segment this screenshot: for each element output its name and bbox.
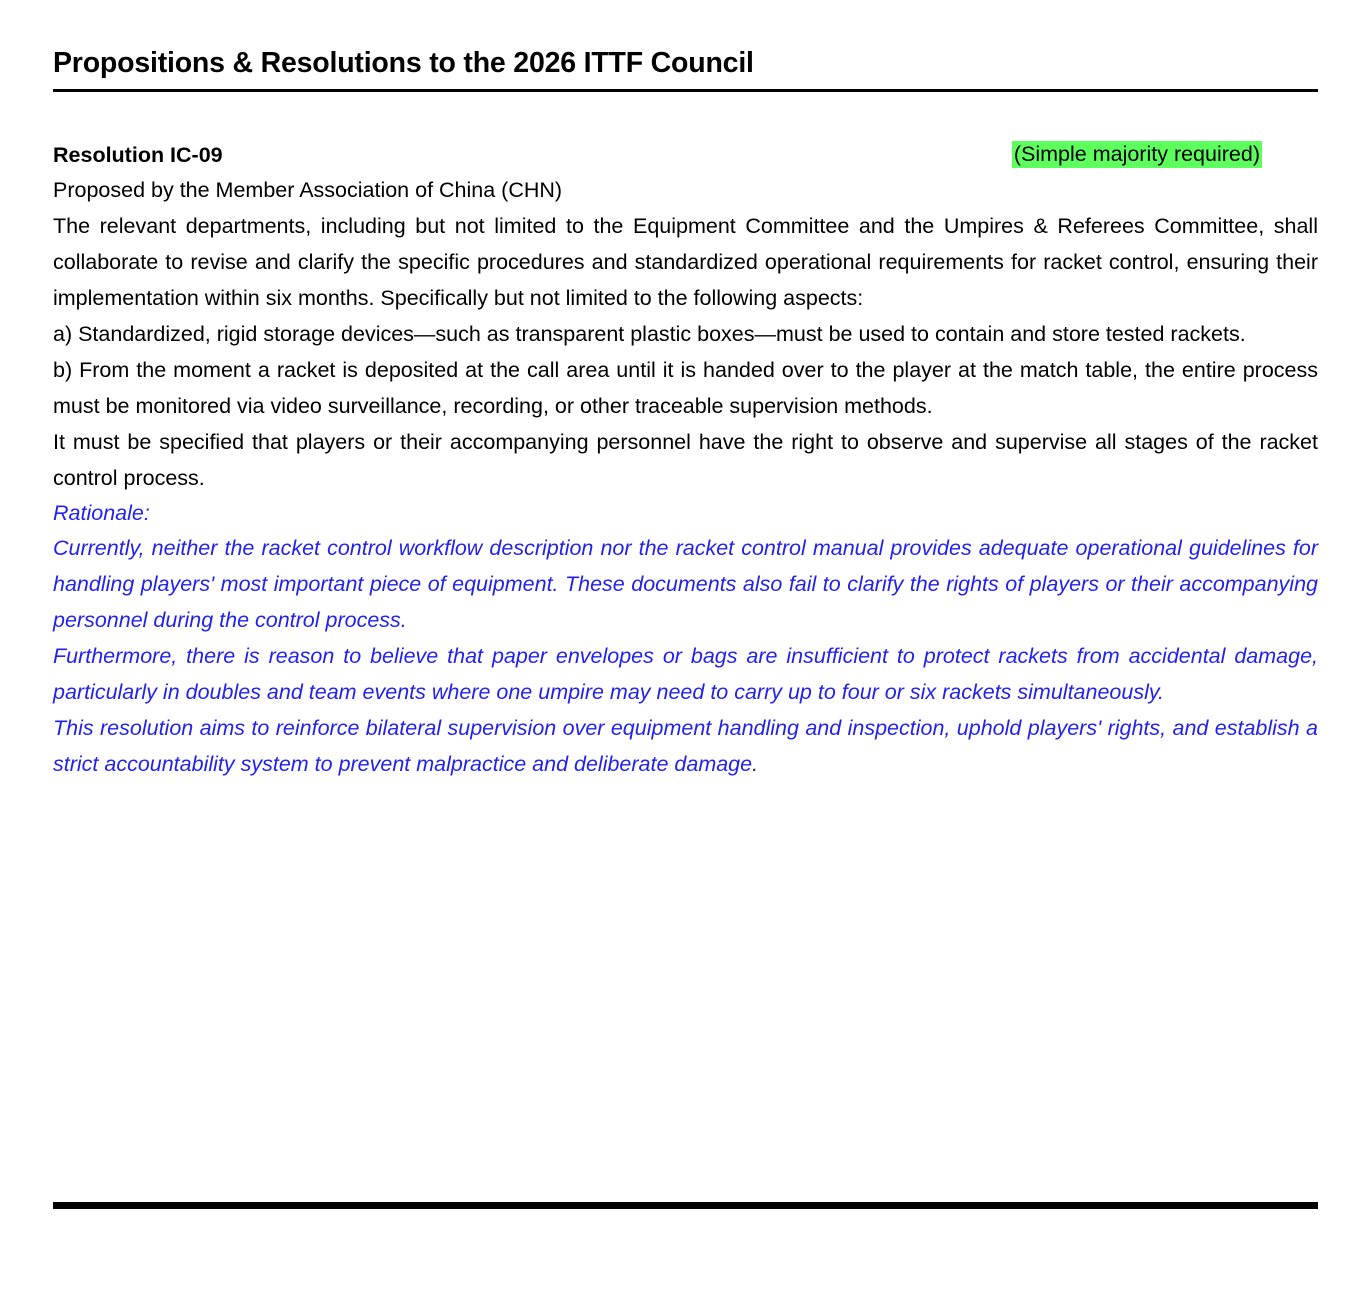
proposed-by-text: Proposed by the Member Association of China (CHN) (53, 178, 563, 203)
players-rights-paragraph: It must be specified that players or their accompanying personnel have the right to observe and supervise all stages of the racket control process. (53, 430, 1318, 491)
document-content (53, 0, 1318, 782)
clause-b-paragraph: b) From the moment a racket is deposited at the call area until it is handed over to the player at the match table, the entire process must be monitored via video surveillance, recording, or other traceable supervision methods. (53, 358, 1318, 419)
majority-note-container (1012, 140, 1262, 172)
rationale-paragraph-3 (53, 710, 1318, 782)
rationale-paragraph-1: Currently, neither the racket control workflow description nor the racket control manual provides adequate operational guidelines for handling players' most important piece of equipment. These documents also fail to clarify the rights of players or their accompanying personnel during the control process. (53, 536, 1318, 633)
page-title: Propositions & Resolutions to the 2026 ITTF Council (53, 47, 754, 79)
footer-divider (53, 1202, 1318, 1209)
lead-paragraph: The relevant departments, including but not limited to the Equipment Committee and the Umpires & Referees Committee, shall collaborate to revise and clarify the specific procedures and standardized operational requirements for racket control, ensuring their implementation within six months. Specifically but not limited to the following aspects: (53, 214, 1318, 311)
resolution-header-row (53, 140, 1318, 172)
rationale-paragraph-2: Furthermore, there is reason to believe that paper envelopes or bags are insufficient to protect rackets from accidental damage, particularly in doubles and team events where one umpire may need to carry up to four or six rackets simultaneously. (53, 644, 1318, 705)
clause-a-paragraph: a) Standardized, rigid storage devices—such as transparent plastic boxes—must be used to contain and store tested rackets. (53, 322, 1246, 347)
rationale-final-period: . (752, 752, 759, 777)
majority-requirement-badge: (Simple majority required) (1013, 142, 1260, 167)
resolution-label: Resolution IC-09 (53, 143, 223, 168)
rationale-heading: Rationale: (53, 501, 150, 526)
rationale-paragraph-3-text: This resolution aims to reinforce bilateral supervision over equipment handling and inspection, uphold players' rights, and establish a strict accountability system to prevent malpractice and deliberate damage (53, 716, 1318, 777)
title-divider (53, 89, 1318, 93)
